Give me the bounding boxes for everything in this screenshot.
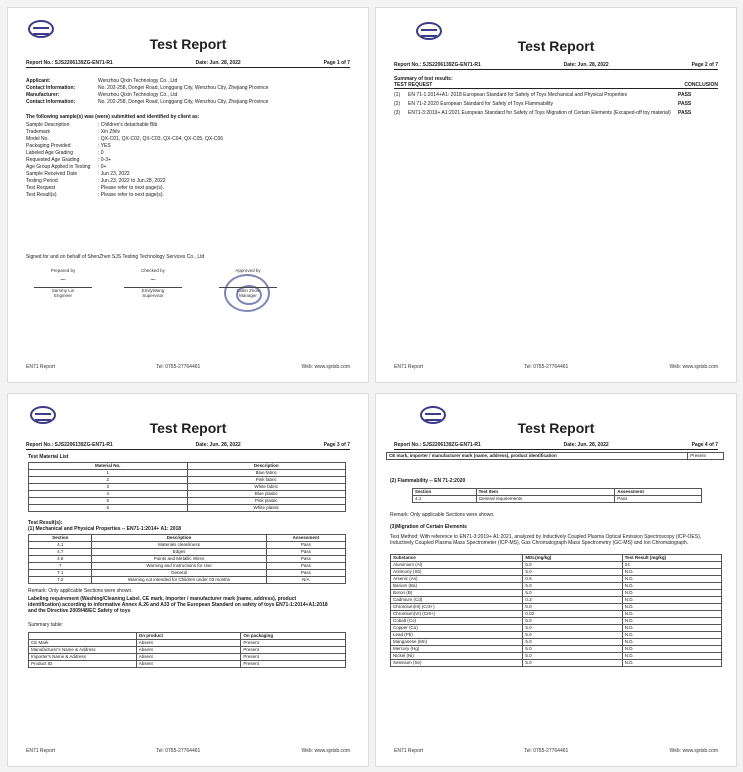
table-row	[29, 577, 346, 584]
table-row	[391, 625, 722, 632]
detail-value: : Jun.23, 2022 to Jun.28, 2022	[98, 178, 166, 184]
report-page-1	[8, 8, 368, 382]
sample-detail-row	[26, 129, 350, 136]
page-title: Test Report	[149, 36, 227, 52]
table-header-row	[29, 535, 346, 542]
signature-checked: Checked by ~ EmilyWang Supervisor	[118, 268, 188, 298]
detail-value: : Children's detachable Bib	[98, 122, 158, 128]
sample-detail-row	[26, 171, 350, 178]
detail-key: Test Result(s)	[26, 192, 57, 198]
samples-heading: The following sample(s) was (were) submitted and identified by client as:	[26, 114, 200, 120]
table-header-row	[391, 555, 722, 562]
table-cell: 7.1	[29, 570, 92, 577]
table-row	[391, 569, 722, 576]
table-cell: 5.0	[523, 604, 622, 611]
sample-detail-row	[26, 122, 350, 129]
table-row	[29, 477, 346, 484]
detail-value: : YES	[98, 143, 111, 149]
column-header: Test Result (mg/kg)	[622, 555, 721, 562]
column-header	[29, 633, 137, 640]
table-cell: 1	[29, 470, 188, 477]
sample-detail-row	[26, 178, 350, 185]
page-footer: EN71 Report Tel: 0755-27764461 Web: www.sjstsb.com	[26, 748, 350, 754]
page-footer: EN71 Report Tel: 0755-27764461 Web: www.sjstsb.com	[394, 364, 718, 370]
sample-detail-row	[26, 164, 350, 171]
report-date: Date: Jun. 28, 2022	[195, 60, 241, 66]
labeling-table	[28, 632, 346, 668]
table-cell: Present	[241, 647, 346, 654]
table-row	[29, 505, 346, 512]
table-row	[29, 647, 346, 654]
signature-scrawl: ~	[149, 275, 157, 284]
item-description: EN 71-1:2014+A1: 2018 European Standard for Safety of Toys Mechanical and Physical Properties	[408, 92, 628, 98]
material-list-heading: Test Material List	[28, 454, 69, 460]
page-title: Test Report	[149, 420, 227, 436]
flammability-remark: Remark: Only applicable Sections were shown.	[390, 512, 495, 518]
table-cell: N.D.	[622, 646, 721, 653]
detail-value: : Please refer to next page(s).	[98, 185, 164, 191]
summary-table-label: Summary table:	[28, 622, 64, 628]
table-cell: N.D.	[622, 604, 721, 611]
sample-detail-row	[26, 157, 350, 164]
report-page-2	[376, 8, 736, 382]
remark: Remark: Only applicable Sections were shown.	[28, 588, 133, 594]
table-cell: 4.7	[29, 549, 92, 556]
table-cell: 5.0	[523, 625, 622, 632]
table-cell: Present	[241, 640, 346, 647]
table-cell: N.D.	[622, 653, 721, 660]
table-cell: Manganese (Mn)	[391, 639, 523, 646]
migration-method: Test Method: With reference to EN71-3:2019+ A1:2021, analyzed by Inductively Coupled Plasma Optical Emission Spectroscopy (ICP-OES), Inductively Coupled Plasma Mass Spectrometer (ICP-MS), Gas Chromatograph Mass Spectrometry (GC-MS) and Ion Chromatograph.	[390, 534, 702, 546]
table-cell: Absent	[136, 640, 241, 647]
table-cell: Warning and Instructions for Use	[92, 563, 266, 570]
table-row	[391, 646, 722, 653]
table-cell: Pink plastic	[187, 498, 346, 505]
table-cell: Antimony (Sb)	[391, 569, 523, 576]
table-cell: 5.0	[523, 590, 622, 597]
table-cell: Points and Metallic Wires	[92, 556, 266, 563]
sample-detail-row	[26, 143, 350, 150]
table-cell: 5.0	[523, 653, 622, 660]
column-header: Section	[29, 535, 92, 542]
table-cell: General requirements	[476, 496, 615, 503]
report-date: Date: Jun. 28, 2022	[563, 442, 609, 448]
labeling-requirement: Labeling requirement (Washing/Cleaning Label, CE mark, Importer / manufacturer mark (name, address), product identification) according to informative Annex A.26 and A33 of The European Standard on safety of toys EN71-1:2014+A1:2018 and the Directive 2009/48/EC Safety of toys	[28, 596, 328, 614]
page-number: Page 4 of 7	[691, 442, 718, 448]
column-header: Test Item	[476, 489, 615, 496]
page-title: Test Report	[517, 38, 595, 54]
table-cell: Chromium(III) (Cr3+)	[391, 604, 523, 611]
table-cell: Arsenic (As)	[391, 576, 523, 583]
table-cell: White plastic	[187, 505, 346, 512]
signature-scrawl: ~	[59, 275, 67, 284]
table-cell: 4.1	[29, 542, 92, 549]
item-number: (1)	[394, 92, 401, 98]
table-cell: Cobalt (Co)	[391, 618, 523, 625]
report-date: Date: Jun. 28, 2022	[563, 62, 609, 68]
table-row	[29, 654, 346, 661]
table-cell: 5.0	[523, 583, 622, 590]
table-row	[29, 570, 346, 577]
table-row	[29, 484, 346, 491]
table-row	[29, 556, 346, 563]
table-cell: 7.2	[29, 577, 92, 584]
table-cell: N.D.	[622, 583, 721, 590]
table-cell: 4	[29, 491, 188, 498]
table-row	[391, 618, 722, 625]
table-cell: Absent	[136, 661, 241, 668]
table-row	[391, 660, 722, 667]
table-cell: 5	[29, 498, 188, 505]
detail-value: : Jun 23, 2022	[98, 171, 130, 177]
table-cell: General	[92, 570, 266, 577]
table-cell: 4.1	[413, 496, 477, 503]
column-header: On product	[136, 633, 241, 640]
table-cell: Absent	[136, 654, 241, 661]
table-cell: N.D.	[622, 618, 721, 625]
table-cell: Present	[241, 654, 346, 661]
report-date: Date: Jun. 28, 2022	[195, 442, 241, 448]
detail-key: Testing Period	[26, 178, 58, 184]
page-number: Page 2 of 7	[691, 62, 718, 68]
table-cell: N.D.	[622, 625, 721, 632]
table-cell: 5.0	[523, 660, 622, 667]
table-row	[29, 470, 346, 477]
table-cell: 5.0	[523, 569, 622, 576]
table-row	[391, 632, 722, 639]
table-cell: Mercury (Hg)	[391, 646, 523, 653]
table-header-row	[29, 633, 346, 640]
table-cell: Pass	[266, 563, 345, 570]
table-cell: 3	[29, 484, 188, 491]
table-cell: N.D.	[622, 597, 721, 604]
detail-value: : Xin Zhilv	[98, 129, 120, 135]
table-cell: 6	[29, 505, 188, 512]
table-cell: 2	[29, 477, 188, 484]
table-cell: Absent	[136, 647, 241, 654]
applicant-info: Applicant: Wenzhou Qixin Technology Co., Ltd Contact Information: No. 202-258, Dongei Road, Longgang City, Wenzhou City, Zhejiang Province Manufacturer: Wenzhou Qixin Technology Co., Ltd Contact Information: No. 202-258, Dongei Road, Longgang City, Wenzhou City, Zhejiang Province	[26, 78, 269, 105]
column-header: Assessment	[615, 489, 702, 496]
detail-value: : 0+	[98, 164, 107, 170]
table-cell: 7	[29, 563, 92, 570]
page-footer: EN71 Report Tel: 0755-27764461 Web: www.sjstsb.com	[394, 748, 718, 754]
flammability-heading: (2) Flammability -- EN 71-2:2020	[390, 478, 466, 484]
table-cell: 0.02	[523, 611, 622, 618]
report-page-4	[376, 394, 736, 766]
table-row	[391, 562, 722, 569]
detail-value: : Please refer to next page(s).	[98, 192, 164, 198]
detail-key: Packaging Provided	[26, 143, 71, 149]
table-row	[391, 590, 722, 597]
table-row	[29, 640, 346, 647]
table-cell: N.D.	[622, 660, 721, 667]
table-cell: Boron (B)	[391, 590, 523, 597]
table-cell: Edges	[92, 549, 266, 556]
table-cell: 5.0	[523, 562, 622, 569]
report-page-3	[8, 394, 368, 766]
ce-mark-table: CE mark, importer / manufacturer mark (name, address), product identification Present	[386, 452, 724, 460]
sample-detail-row	[26, 136, 350, 143]
summary-results: Summary of test results: TEST REQUEST CONCLUSION (1) EN 71-1:2014+A1: 2018 European Standard for Safety of Toys Mechanical and Physical Properties PASS (2) EN 71-2:2020 European Standard for Safety of Toys Flammability PASS (3) EN71-3:2019+ A1:2021 European Standard for Safety of Toys Migration of Certain Elements (Excaped-off toy material) PASS	[394, 76, 718, 116]
table-cell: Selenium (Se)	[391, 660, 523, 667]
table-cell: 5.0	[523, 618, 622, 625]
mechanical-table	[28, 534, 346, 584]
signature-approved: Approved by Collin Zhou Manager	[213, 268, 283, 298]
item-description: EN71-3:2019+ A1:2021 European Standard for Safety of Toys Migration of Certain Elements (Excaped-off toy material)	[408, 110, 671, 116]
table-row	[29, 542, 346, 549]
table-cell: N.D.	[622, 590, 721, 597]
table-cell: 4.8	[29, 556, 92, 563]
table-cell: Pass	[266, 556, 345, 563]
table-cell: Manufacturer's Name & Address	[29, 647, 137, 654]
table-cell: N.D.	[622, 569, 721, 576]
table-cell: 5.0	[523, 632, 622, 639]
sample-detail-row	[26, 192, 350, 199]
material-table	[28, 462, 346, 512]
table-cell: N.D.	[622, 611, 721, 618]
item-result: PASS	[678, 92, 692, 98]
table-cell: 5.0	[523, 639, 622, 646]
detail-value: : 0-3+	[98, 157, 111, 163]
table-cell: White fabric	[187, 484, 346, 491]
table-cell: N.D.	[622, 576, 721, 583]
migration-heading: (3)Migration of Certain Elements	[390, 524, 467, 530]
table-cell: Product ID	[29, 661, 137, 668]
table-cell: Pass	[266, 549, 345, 556]
sample-details	[26, 122, 350, 199]
report-number: Report No.: SJS2206139ZG-EN71-R1	[394, 442, 481, 448]
mechanical-heading: (1) Mechanical and Physical Properties -- EN71-1:2014+ A1: 2018	[28, 526, 182, 532]
table-cell: Blue plastic	[187, 491, 346, 498]
table-row	[29, 661, 346, 668]
table-row	[29, 549, 346, 556]
table-cell: N/A	[266, 577, 345, 584]
table-cell: Present	[241, 661, 346, 668]
page-number: Page 3 of 7	[323, 442, 350, 448]
page-footer: EN71 Report Tel: 0755-27764461 Web: www.sjstsb.com	[26, 364, 350, 370]
table-cell: N.D.	[622, 639, 721, 646]
table-cell: CE Mark	[29, 640, 137, 647]
sample-detail-row	[26, 185, 350, 192]
table-cell: Nickel (Ni)	[391, 653, 523, 660]
table-row	[391, 583, 722, 590]
column-header: Description	[92, 535, 266, 542]
detail-key: Trademark	[26, 129, 50, 135]
table-cell: Barium (Ba)	[391, 583, 523, 590]
table-cell: N.D.	[622, 632, 721, 639]
table-cell: Blue fabric	[187, 470, 346, 477]
report-meta	[26, 60, 350, 68]
page-title: Test Report	[517, 420, 595, 436]
table-header-row	[29, 463, 346, 470]
report-number: Report No.: SJS2206139ZG-EN71-R1	[26, 442, 113, 448]
conclusion-item	[394, 92, 718, 98]
table-cell: Warning not intended for Children under 03 months	[92, 577, 266, 584]
detail-key: Sample Received Date	[26, 171, 78, 177]
table-row	[413, 496, 702, 503]
migration-table	[390, 554, 722, 667]
item-number: (3)	[394, 110, 401, 116]
conclusion-item	[394, 101, 718, 107]
table-cell: 24	[622, 562, 721, 569]
table-row	[391, 576, 722, 583]
detail-key: Model No.	[26, 136, 49, 142]
detail-key: Test Request	[26, 185, 56, 191]
table-row	[391, 611, 722, 618]
table-cell: Pass	[615, 496, 702, 503]
table-row	[29, 498, 346, 505]
table-row	[391, 597, 722, 604]
signed-statement: Signed for and on behalf of ShenZhen SJS Testing Technology Services Co., Ltd	[26, 254, 205, 260]
report-meta	[394, 62, 718, 70]
table-cell: Pass	[266, 542, 345, 549]
table-row	[391, 639, 722, 646]
report-meta	[26, 442, 350, 450]
detail-value: : 0	[98, 150, 104, 156]
column-header: Section	[413, 489, 477, 496]
detail-key: Requested Age Grading	[26, 157, 80, 163]
table-header-row	[413, 489, 702, 496]
column-header: Material No.	[29, 463, 188, 470]
report-meta	[394, 442, 718, 450]
detail-key: Sample Description	[26, 122, 70, 128]
signature-prepared: Prepared by ~ Sammy Lin Engineer	[28, 268, 98, 298]
column-header: On packaging	[241, 633, 346, 640]
item-number: (2)	[394, 101, 401, 107]
table-cell: Chromium(VI) (Cr6+)	[391, 611, 523, 618]
report-number: Report No.: SJS2206139ZG-EN71-R1	[26, 60, 113, 66]
conclusion-item	[394, 110, 718, 116]
table-row	[29, 563, 346, 570]
sample-detail-row	[26, 150, 350, 157]
report-number: Report No.: SJS2206139ZG-EN71-R1	[394, 62, 481, 68]
detail-key: Age Group Applied in Testing	[26, 164, 91, 170]
table-row	[391, 604, 722, 611]
table-cell: Lead (Pb)	[391, 632, 523, 639]
item-result: PASS	[678, 110, 692, 116]
item-result: PASS	[678, 101, 692, 107]
table-cell: Aluminium (Al)	[391, 562, 523, 569]
page-number: Page 1 of 7	[323, 60, 350, 66]
table-cell: 0.5	[523, 576, 622, 583]
table-row	[391, 653, 722, 660]
table-cell: Pass	[266, 570, 345, 577]
results-heading: Test Result(s):	[28, 520, 63, 526]
table-cell: Pink fabric	[187, 477, 346, 484]
item-description: EN 71-2:2020 European Standard for Safety of Toys Flammability	[408, 101, 553, 107]
table-cell: Materials cleanliness	[92, 542, 266, 549]
column-header: MDL(mg/kg)	[523, 555, 622, 562]
flammability-table	[412, 488, 702, 503]
table-cell: 0.3	[523, 597, 622, 604]
table-cell: Importer's Name & Address	[29, 654, 137, 661]
table-cell: 5.0	[523, 646, 622, 653]
table-row	[29, 491, 346, 498]
table-cell: Cadmium (Cd)	[391, 597, 523, 604]
detail-value: : QX-C01, QX-C02, QX-C03, QX-C04, QX-C05, QX-C06	[98, 136, 224, 142]
detail-key: Labeled Age Grading	[26, 150, 73, 156]
column-header: Assessment	[266, 535, 345, 542]
column-header: Substance	[391, 555, 523, 562]
column-header: Description	[187, 463, 346, 470]
table-cell: Copper (Cu)	[391, 625, 523, 632]
